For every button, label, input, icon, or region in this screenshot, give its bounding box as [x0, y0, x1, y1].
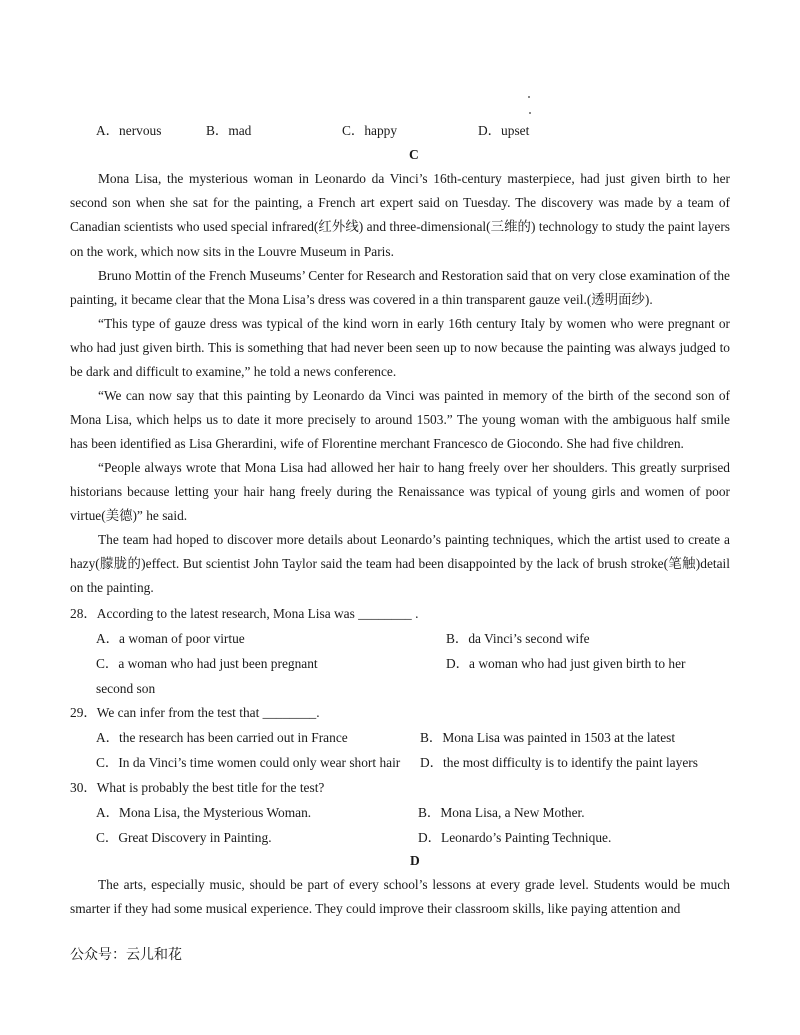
speck-mark [528, 96, 530, 98]
question-30-option-b: B．Mona Lisa, a New Mother. [418, 805, 585, 820]
question-29-option-b: B．Mona Lisa was painted in 1503 at the latest [420, 730, 676, 745]
passage-paragraph: The team had hoped to discover more details about Leonardo’s painting techniques, which the artist used to create a hazy(朦胧的)effect. But scientist John Taylor said the team had been disappointed by the lack of brush stroke(笔触)detail on the painting. [70, 532, 730, 596]
question-30-stem: 30．What is probably the best title for the test? [70, 780, 325, 795]
section-heading-c: C [409, 147, 419, 162]
passage-paragraph: “This type of gauze dress was typical of the kind worn in early 16th century Italy by women who were pregnant or who had just given birth. This is something that had never been seen up to now because the painting was always judged to be dark and difficult to examine,” he told a news conference. [70, 316, 730, 380]
question-30-option-c: C．Great Discovery in Painting. [96, 830, 272, 845]
question-28-option-d-continued: second son [96, 681, 156, 696]
passage-paragraph: Bruno Mottin of the French Museums’ Center for Research and Restoration said that on very close examination of the painting, it became clear that the Mona Lisa’s dress was covered in a thin transparent gauze veil.(透明面纱). [70, 268, 730, 308]
question-28-option-b: B．da Vinci’s second wife [446, 631, 590, 646]
prev-option-c: C．happy [342, 123, 398, 138]
prev-option-b: B．mad [206, 123, 252, 138]
question-29-option-a: A．the research has been carried out in France [96, 730, 348, 745]
question-29-stem: 29．We can infer from the test that ________. [70, 705, 320, 720]
passage-paragraph: “We can now say that this painting by Leonardo da Vinci was painted in memory of the birth of the second son of Mona Lisa, which helps us to date it more precisely to around 1503.” The young woman with the ambiguous half smile has been identified as Lisa Gherardini, wife of Florentine merchant Francesco de Giocondo. She had five children. [70, 388, 730, 452]
question-28-option-c: C．a woman who had just been pregnant [96, 656, 318, 671]
footer-account-label: 公众号：云儿和花 [70, 947, 182, 963]
prev-option-a: A．nervous [96, 123, 162, 138]
prev-option-d: D．upset [478, 123, 530, 138]
passage-paragraph: Mona Lisa, the mysterious woman in Leonardo da Vinci’s 16th-century masterpiece, had just given birth to her second son when she sat for the painting, a French art expert said on Tuesday. The discovery was made by a team of Canadian scientists who used special infrared(红外线) and three-dimensional(三维的) technology to study the paint layers on the work, which now sits in the Louvre Museum in Paris. [70, 171, 730, 259]
speck-mark [529, 112, 531, 114]
question-30-option-d: D．Leonardo’s Painting Technique. [418, 830, 612, 845]
section-heading-d: D [410, 853, 420, 868]
question-30-option-a: A．Mona Lisa, the Mysterious Woman. [96, 805, 312, 820]
passage-paragraph: The arts, especially music, should be part of every school’s lessons at every grade level. Students would be much smarter if they had some musical experience. They could improve their classroom skills, like paying attention and [70, 877, 730, 917]
question-28-option-d: D．a woman who had just given birth to her [446, 656, 686, 671]
passage-paragraph: “People always wrote that Mona Lisa had allowed her hair to hang freely over her shoulders. This greatly surprised historians because letting your hair hang freely during the Renaissance was typical of young girls and women of poor virtue(美德)” he said. [70, 460, 730, 524]
question-29-option-d: D．the most difficulty is to identify the paint layers [420, 755, 698, 770]
question-28-option-a: A．a woman of poor virtue [96, 631, 245, 646]
question-29-option-c: C．In da Vinci’s time women could only wear short hair [96, 755, 401, 770]
question-28-stem: 28．According to the latest research, Mona Lisa was ________ . [70, 606, 419, 621]
